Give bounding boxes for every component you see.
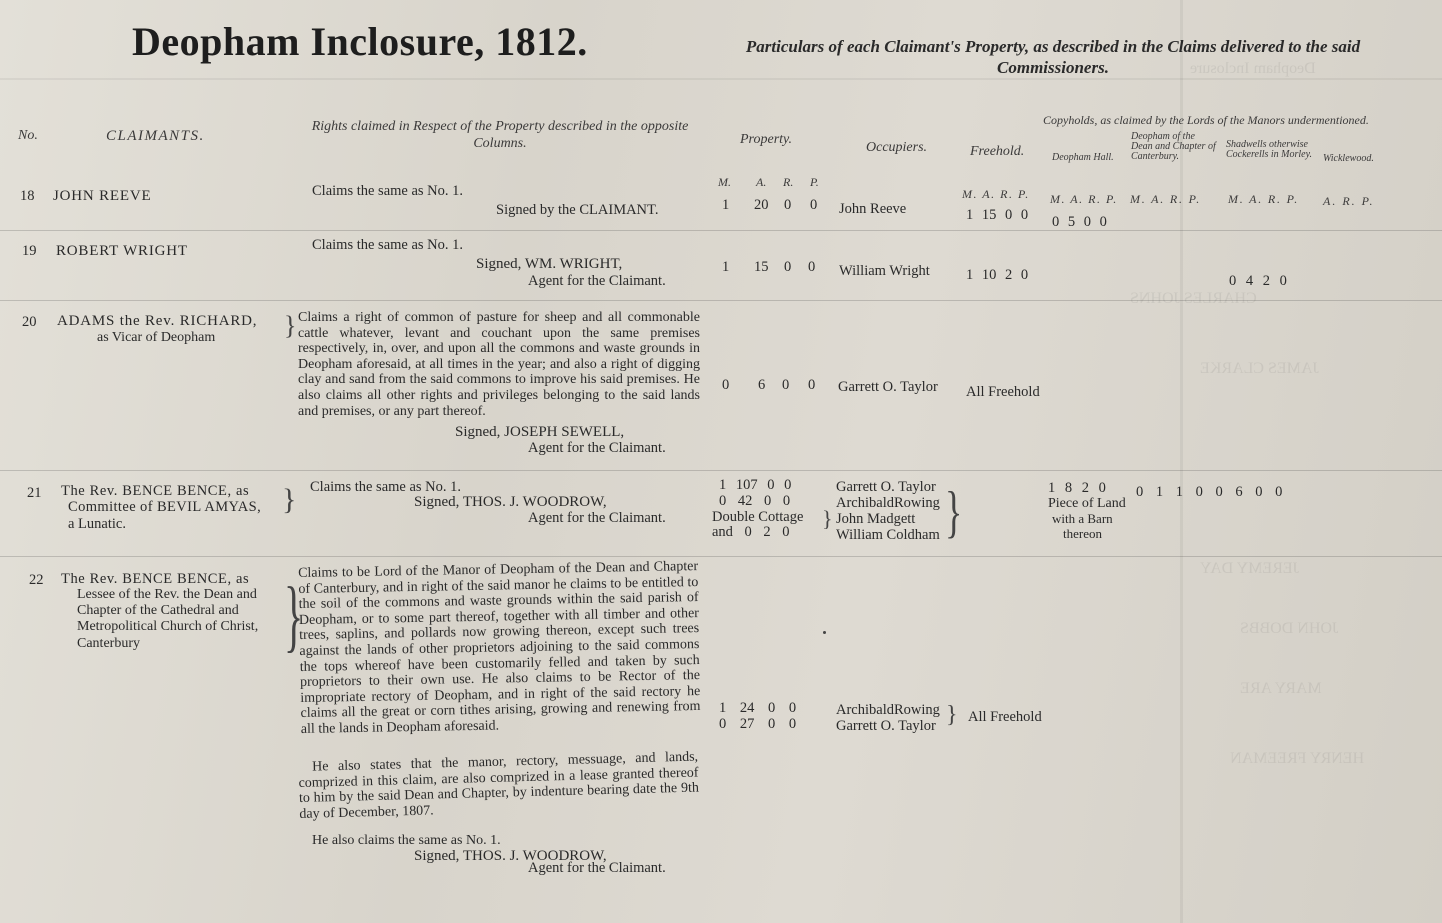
row-18-occupier: John Reeve: [839, 201, 907, 217]
row-20-occupier: Garrett O. Taylor: [838, 379, 938, 395]
row-21-claimant-line-3: a Lunatic.: [68, 516, 126, 532]
row-21-occupier-1: Garrett O. Taylor: [836, 479, 936, 495]
row-21-rights: Claims the same as No. 1.: [310, 479, 462, 495]
row-18-property-r: 0: [784, 197, 792, 213]
unit-wicklewood: A. R. P.: [1323, 194, 1375, 208]
row-21-no: 21: [27, 485, 42, 501]
row-19-agent: Agent for the Claimant.: [528, 273, 666, 289]
row-22-rights-3: He also claims the same as No. 1.: [312, 833, 501, 848]
header-rights: Rights claimed in Respect of the Property described in the opposite Columns.: [311, 119, 689, 151]
row-21-occupier-3: John Madgett: [836, 511, 916, 527]
row-21-freehold-note-1: Piece of Land: [1048, 496, 1126, 511]
row-18-rights: Claims the same as No. 1.: [312, 183, 464, 199]
row-19-property-a: 15: [754, 259, 769, 275]
brace-icon: }: [282, 483, 297, 516]
row-22-no: 22: [29, 572, 44, 588]
unit-property-p: P.: [810, 175, 819, 189]
row-22-rights: Claims to be Lord of the Manor of Deopham of the Dean and Chapter of Canterbury, and in right of the said manor he claims to be entitled to the soil of the commons and waste grounds within the said parish of Deopham, or to some part thereof, together with all timber and other trees, saplins, and pollards now growing thereon, except such trees against the lands of other proprietors adjoining to the said commons the tops whereof have been customarily felled and taken by such proprietors to their own use. He also claims to be Rector of the impropriate rectory of Deopham, and in right of the said rectory he claims all the great or corn tithes arising, growing and renewing from all the lands in Deopham aforesaid.: [298, 559, 701, 737]
row-21-agent: Agent for the Claimant.: [528, 510, 666, 526]
row-22-occupier-2: Garrett O. Taylor: [836, 718, 936, 734]
row-22-rights-2: He also states that the manor, rectory, messuage, and lands, comprized in this claim, are also comprized in a lease granted thereof to him by the said Dean and Chapter, by indenture bearing date the 9th day of December, 1807.: [298, 749, 700, 822]
row-19-claimant: ROBERT WRIGHT: [56, 243, 188, 259]
header-dean-chapter: Deopham of the Dean and Chapter of Canterbury.: [1131, 131, 1216, 162]
row-18-no: 18: [20, 188, 35, 204]
row-20-property-a: 6: [758, 377, 766, 393]
header-wicklewood: Wicklewood.: [1323, 153, 1374, 164]
row-22-property-line-2: 0 27 0 0: [719, 716, 797, 732]
row-19-shadwells: 0 4 2 0: [1229, 273, 1287, 289]
row-22-claimant-line-5: Canterbury: [77, 636, 140, 651]
row-22-occupier-1: ArchibaldRowing: [836, 702, 940, 718]
row-21-freehold-note-3: thereon: [1063, 526, 1102, 541]
header-no: No.: [18, 128, 38, 143]
page-subtitle: Particulars of each Claimant's Property, as described in the Claims delivered to the said Commissioners.: [745, 37, 1361, 77]
show-through-text: HENRY FREEMAN: [1230, 750, 1365, 767]
row-20-property-r: 0: [782, 377, 790, 393]
row-18-deopham-hall: 0 5 0 0: [1052, 214, 1107, 230]
show-through-text: JAMES CLARKE: [1200, 360, 1319, 377]
row-22-freehold: All Freehold: [968, 709, 1042, 725]
brace-icon: }: [284, 570, 304, 660]
header-shadwells: Shadwells otherwise Cockerells in Morley.: [1226, 139, 1312, 160]
unit-property-r: R.: [783, 175, 794, 189]
row-21-freehold-note-2: with a Barn: [1052, 511, 1113, 526]
row-20-agent: Agent for the Claimant.: [528, 440, 666, 456]
row-20-rights: Claims a right of common of pasture for sheep and all commonable cattle whatever, levant and couchant upon the same premises respectively, in, over, and upon all the commons and waste grounds in Deopham aforesaid, at all times in the year; and also a right of digging clay and sand from the said commons to improve his said premises. He also claims all other rights and privileges belonging to the said lands and premises, or any part thereof.: [298, 310, 700, 419]
header-occupiers: Occupiers.: [866, 140, 928, 155]
row-22-agent: Agent for the Claimant.: [528, 860, 666, 876]
unit-property-a: A.: [756, 175, 767, 189]
row-18-freehold: 1 15 0 0: [966, 207, 1029, 223]
row-22-claimant-line-2: Lessee of the Rev. the Dean and: [77, 587, 257, 602]
unit-dean-chapter: M. A. R. P.: [1130, 192, 1202, 206]
row-22-property-line-1: 1 24 0 0: [719, 700, 797, 716]
paper-fold: [0, 78, 1442, 80]
brace-icon: }: [822, 506, 833, 531]
show-through-text: Deopham Inclosure: [1190, 60, 1316, 77]
header-claimants: CLAIMANTS.: [106, 128, 205, 144]
row-20-claimant-line-1: ADAMS the Rev. RICHARD,: [57, 313, 258, 329]
row-19-no: 19: [22, 243, 37, 259]
unit-shadwells: M. A. R. P.: [1228, 192, 1300, 206]
row-18-property-p: 0: [810, 197, 818, 213]
unit-freehold: M. A. R. P.: [962, 187, 1030, 201]
row-21-claimant-line-2: Committee of BEVIL AMYAS,: [68, 499, 262, 515]
header-property: Property.: [740, 132, 792, 147]
row-22-claimant-line-1: The Rev. BENCE BENCE, as: [61, 571, 250, 587]
row-19-property-r: 0: [784, 259, 792, 275]
row-21-freehold-figure: 1 8 2 0: [1048, 480, 1106, 496]
row-19-property-m: 1: [722, 259, 730, 275]
header-deopham-hall: Deopham Hall.: [1052, 152, 1114, 163]
row-20-no: 20: [22, 314, 37, 330]
brace-icon: }: [946, 702, 958, 728]
row-19-freehold: 1 10 2 0: [966, 267, 1029, 283]
row-21-property-line-3: Double Cottage: [712, 509, 804, 525]
brace-icon: }: [284, 311, 297, 340]
row-21-copyhold-figures: 0 1 1 0 0 6 0 0: [1136, 484, 1283, 500]
show-through-text: MARY ARE: [1240, 680, 1322, 697]
unit-property-m: M.: [718, 175, 731, 189]
row-18-claimant: JOHN REEVE: [53, 188, 152, 204]
row-22-claimant-line-3: Chapter of the Cathedral and: [77, 603, 239, 618]
page-title: Deopham Inclosure, 1812.: [132, 19, 588, 64]
row-21-occupier-2: ArchibaldRowing: [836, 495, 940, 511]
row-19-signed: Signed, WM. WRIGHT,: [476, 256, 623, 272]
row-20-property-m: 0: [722, 377, 730, 393]
row-divider: [0, 300, 1442, 301]
row-19-property-p: 0: [808, 259, 816, 275]
row-19-rights: Claims the same as No. 1.: [312, 237, 464, 253]
brace-icon: }: [945, 479, 963, 544]
row-divider: [0, 556, 1442, 557]
show-through-text: CHARLES JOHNS: [1130, 290, 1257, 307]
row-22-signed: Signed, THOS. J. WOODROW,: [414, 848, 607, 864]
row-21-signed: Signed, THOS. J. WOODROW,: [414, 494, 607, 510]
show-through-text: JOHN DOBBS: [1240, 620, 1339, 637]
row-18-signed: Signed by the CLAIMANT.: [496, 202, 659, 218]
row-20-freehold: All Freehold: [966, 384, 1040, 400]
row-20-claimant-line-2: as Vicar of Deopham: [97, 330, 216, 345]
row-21-property-line-2: 0 42 0 0: [719, 493, 791, 509]
row-20-property-p: 0: [808, 377, 816, 393]
row-21-property-line-1: 1 107 0 0: [719, 477, 792, 493]
row-21-occupier-4: William Coldham: [836, 527, 940, 543]
row-divider: [0, 230, 1442, 231]
row-21-property-line-4: and 0 2 0: [712, 524, 790, 540]
row-18-property-m: 1: [722, 197, 730, 213]
show-through-text: JEREMY DAY: [1200, 560, 1299, 577]
row-20-signed: Signed, JOSEPH SEWELL,: [455, 424, 625, 440]
unit-deopham-hall: M. A. R. P.: [1050, 192, 1118, 206]
ink-dot: [823, 631, 826, 634]
row-21-claimant-line-1: The Rev. BENCE BENCE, as: [61, 483, 250, 499]
row-18-property-a: 20: [754, 197, 769, 213]
row-19-occupier: William Wright: [839, 263, 930, 279]
header-freehold: Freehold.: [970, 144, 1025, 159]
row-divider: [0, 470, 1442, 471]
header-copyholds: Copyholds, as claimed by the Lords of the Manors undermentioned.: [1043, 113, 1369, 127]
row-22-claimant-line-4: Metropolitical Church of Christ,: [77, 619, 259, 634]
